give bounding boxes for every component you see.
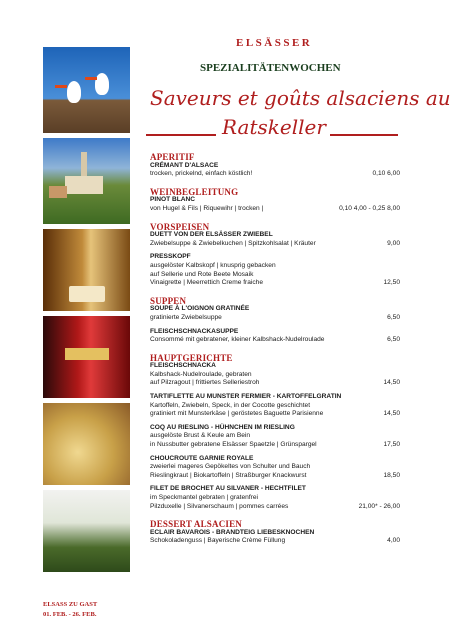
dish-name: FILET DE BROCHET AU SILVANER - HECHTFILET [150,485,306,493]
dish-row [150,410,400,419]
dish-row [150,379,400,388]
dish-row [150,262,400,271]
stork-beak-icon [55,85,67,88]
dish-description: Consommé mit gebratener, kleiner Kalbshack-Nudelroulade [150,336,325,344]
dish-name: CRÉMANT D'ALSACE [150,161,219,169]
dish-row [150,371,400,380]
dish-description: ausgelöste Brust & Keule am Bein [150,432,251,440]
dish-description: von Hugel & Fils | Riquewihr | trocken | [150,204,264,212]
dish-row [150,336,400,345]
dish-description: im Speckmantel gebraten | gratenfrei [150,494,259,501]
dish-row [150,271,400,280]
footer-event-dates [43,600,97,620]
dish-row [150,170,400,179]
dish-description: zweierlei mageres Gepökeltes von Schulter und Bauch [150,463,311,471]
dish-name: SOUPE À L'OIGNON GRATINÉE [150,305,250,313]
dish-price: 4,00 [387,537,400,545]
section-title-aperitif: APERITIF [150,152,195,162]
photo-column [43,47,130,577]
dish-description: auf Pilzragout | frittiertes Selleriestroh [150,379,260,387]
dish-name: DUETT VON DER ELSÄSSER ZWIEBEL [150,231,273,239]
choucroute-photo [43,403,130,485]
dish-row [150,432,400,441]
dish-description: gratinierte Zwiebelsuppe [150,313,222,321]
dish-row [150,494,400,503]
section-title-suppen: SUPPEN [150,295,187,306]
dish-price: 9,00 [387,239,400,247]
dish-description: trocken, prickelnd, einfach köstlich! [150,170,253,178]
dish-description: Kalbshack-Nudelroulade, gebraten [150,370,252,378]
dish-description: in Nussbutter gebratene Elsässer Spaetzle | Grünspargel [150,441,317,449]
script-heading-line2: Ratskeller [222,115,326,139]
page-title: ELSÄSSER [236,37,313,49]
dish-description: Pilzduxelle | Silvanerschaum | pommes carrées [150,502,289,510]
house-icon [49,186,67,198]
dish-price: 0,10 4,00 - 0,25 8,00 [339,204,400,212]
dish-description: Kartoffeln, Zwiebeln, Speck, in der Cocotte geschichtet [150,401,311,409]
menu-list [150,153,400,546]
dish-name: PRESSKOPF [150,253,191,261]
dish-price: 12,50 [383,279,400,287]
dish-row [150,205,400,214]
dish-row [150,441,400,450]
section-title-wein: WEINBEGLEITUNG [150,186,239,197]
dish-row [150,472,400,481]
dish-row [150,402,400,411]
heading-rule-left [146,134,216,136]
dish-description: Rieslingkraut | Biokartoffeln | Straßburger Knackwurst [150,471,307,479]
dish-price: 14,50 [383,379,400,387]
dish-price: 21,00* - 26,00 [358,502,400,510]
dish-name: TARTIFLETTE AU MUNSTER FERMIER - KARTOFFELGRATIN [150,393,342,401]
dish-row [150,240,400,249]
dish-description: gratiniert mit Munsterkäse | geröstetes Baguette Parisienne [150,410,324,418]
dish-name: FLEISCHSCHNACKASUPPE [150,327,239,335]
dish-price: 6,50 [387,336,400,344]
stork-beak-icon [85,77,97,80]
section-title-haupt: HAUPTGERICHTE [150,352,233,363]
dish-description: Schokoladenguss | Bayerische Crème Füllung [150,537,286,545]
dish-price: 17,50 [383,441,400,449]
dish-row [150,537,400,546]
church-icon [65,176,103,194]
stork-icon [95,73,109,95]
dish-row [150,503,400,512]
dish-description: Zwiebelsuppe & Zwiebelkuchen | Spitzkohlsalat | Kräuter [150,239,316,247]
dish-description: auf Sellerie und Rote Beete Mosaik [150,270,254,278]
heading-rule-right [330,134,398,136]
footer-line2: 01. FEB. - 26. FEB. [43,611,97,618]
bottle-label-icon [69,286,105,302]
snowy-vineyard-photo [43,490,130,572]
dish-price: 6,50 [387,313,400,321]
dish-row [150,463,400,472]
stork-icon [67,81,81,103]
footer-line1: ELSASS ZU GAST [43,601,98,608]
dish-name: CHOUCROUTE GARNIE ROYALE [150,454,254,462]
page-subtitle: SPEZIALITÄTENWOCHEN [200,62,341,74]
wine-bottle-photo [43,229,130,311]
dish-name: COQ AU RIESLING - HÜHNCHEN IM RIESLING [150,423,295,431]
section-title-dessert: DESSERT ALSACIEN [150,519,243,530]
dish-row [150,314,400,323]
dish-name: PINOT BLANC [150,196,196,204]
dish-price: 14,50 [383,410,400,418]
dish-price: 0,10 6,00 [372,170,400,178]
section-title-vorspeisen: VORSPEISEN [150,221,210,232]
dish-description: ausgelöster Kalbskopf | knusprig gebacken [150,261,276,269]
dish-name: FLEISCHSCHNACKA [150,362,216,370]
script-heading-line1: Saveurs et goûts alsaciens au [150,86,451,110]
dish-price: 18,50 [383,471,400,479]
dish-description: Vinaigrette | Meerrettich Creme fraiche [150,279,263,287]
dish-row [150,279,400,288]
village-church-photo [43,138,130,224]
stork-photo [43,47,130,133]
capsule-band-icon [65,348,109,360]
dish-name: ECLAIR BAVAROIS - BRANDTEIG LIEBESKNOCHEN [150,528,315,536]
wine-capsule-photo [43,316,130,398]
